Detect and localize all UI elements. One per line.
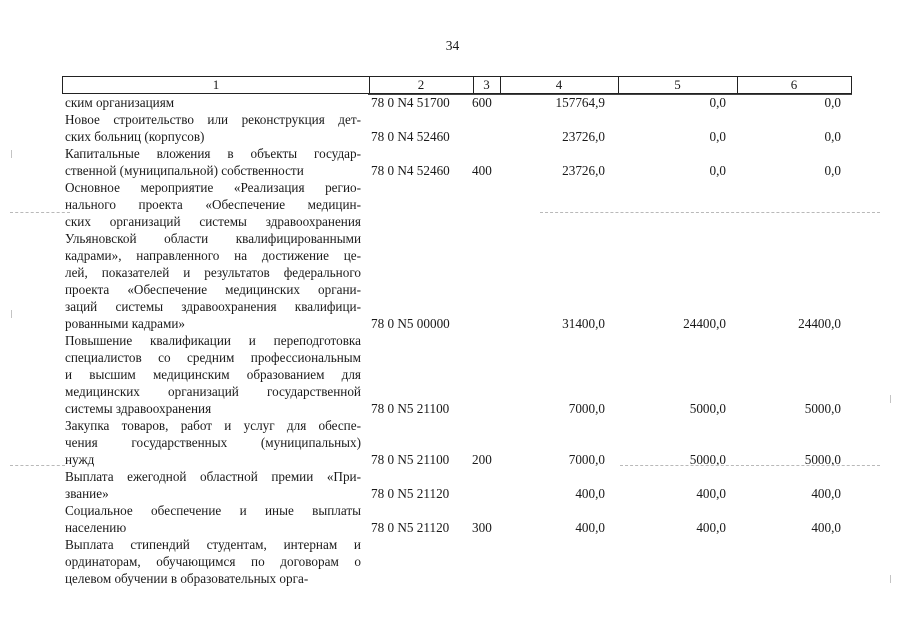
target-article-code: 78 0 N5 00000 (371, 316, 450, 331)
target-article-code: 78 0 N4 52460 (371, 129, 450, 144)
table-row (0, 94, 905, 111)
description-line: лей, показателей и результатов федерального (65, 265, 361, 280)
description-line: и высшим медицинским образованием для (65, 367, 361, 382)
table-row (0, 536, 905, 587)
expense-type-code: 300 (472, 520, 492, 535)
table-body (0, 94, 905, 587)
header-col-4: 4 (555, 77, 563, 92)
header-col-5: 5 (674, 77, 681, 92)
description-line: Новое строительство или реконструкция дет- (65, 112, 361, 127)
amount-col-4: 400,0 (575, 486, 605, 501)
description-line: нального проекта «Обеспечение медицин- (65, 197, 361, 212)
amount-col-6: 5000,0 (804, 401, 841, 416)
expense-type-code: 400 (472, 163, 492, 178)
description-line: Закупка товаров, работ и услуг для обеспе- (65, 418, 361, 433)
target-article-code: 78 0 N4 52460 (371, 163, 450, 178)
amount-col-5: 0,0 (709, 95, 726, 110)
amount-col-4: 400,0 (575, 520, 605, 535)
description-line: Ульяновской области квалифицированными (65, 231, 361, 246)
page-number: 34 (445, 38, 460, 53)
table-row (0, 145, 905, 179)
row-description (65, 417, 361, 468)
amount-col-5: 5000,0 (689, 452, 726, 467)
table-row (0, 502, 905, 536)
scan-artifact (11, 310, 12, 318)
description-line: ственной (муниципальной) собственности (65, 163, 304, 178)
table-row (0, 179, 905, 332)
description-line: Основное мероприятие «Реализация регио- (65, 180, 361, 195)
expense-type-code: 600 (472, 95, 492, 110)
scan-artifact (10, 212, 70, 213)
row-description (65, 502, 361, 536)
description-line: системы здравоохранения (65, 401, 212, 416)
row-description (65, 332, 361, 417)
amount-col-6: 0,0 (824, 129, 841, 144)
table-header (62, 76, 852, 94)
description-line: медицинских организаций государственной (65, 384, 361, 399)
amount-col-4: 157764,9 (555, 95, 605, 110)
target-article-code: 78 0 N5 21120 (371, 486, 450, 501)
description-line: ским организациям (65, 95, 175, 110)
scan-artifact (11, 150, 12, 158)
description-line: рованными кадрами» (65, 316, 185, 331)
description-line: проекта «Обеспечение медицинских органи- (65, 282, 361, 297)
amount-col-4: 31400,0 (562, 316, 605, 331)
scan-artifact (890, 395, 891, 403)
amount-col-6: 0,0 (824, 163, 841, 178)
amount-col-6: 400,0 (811, 520, 841, 535)
table-row (0, 468, 905, 502)
description-line: Выплата стипендий студентам, интернам и (65, 537, 361, 552)
target-article-code: 78 0 N4 51700 (371, 95, 450, 110)
header-col-6: 6 (790, 77, 798, 92)
table-row (0, 332, 905, 417)
amount-col-4: 23726,0 (562, 163, 605, 178)
description-line: ординаторам, обучающимся по договорам о (65, 554, 361, 569)
amount-col-5: 5000,0 (689, 401, 726, 416)
amount-col-5: 0,0 (709, 163, 726, 178)
row-description (65, 468, 361, 502)
description-line: кадрами», направленного на достижение це- (65, 248, 361, 263)
header-col-1: 1 (212, 77, 220, 92)
amount-col-6: 5000,0 (804, 452, 841, 467)
description-line: заций системы здравоохранения квалифици- (65, 299, 361, 314)
row-description (65, 145, 361, 179)
amount-col-5: 400,0 (696, 520, 726, 535)
scan-artifact (620, 465, 880, 466)
amount-col-5: 24400,0 (683, 316, 726, 331)
description-line: чения государственных (муниципальных) (65, 435, 361, 450)
row-description (65, 536, 361, 587)
amount-col-6: 24400,0 (798, 316, 841, 331)
description-line: Выплата ежегодной областной премии «При- (65, 469, 361, 484)
description-line: нужд (65, 452, 95, 467)
description-line: Капитальные вложения в объекты государ- (65, 146, 361, 161)
amount-col-4: 23726,0 (562, 129, 605, 144)
description-line: ских организаций системы здравоохранения (65, 214, 361, 229)
amount-col-5: 0,0 (709, 129, 726, 144)
amount-col-6: 0,0 (824, 95, 841, 110)
description-line: населению (65, 520, 127, 535)
row-description (65, 179, 361, 332)
header-col-2: 2 (417, 77, 425, 92)
amount-col-6: 400,0 (811, 486, 841, 501)
description-line: целевом обучении в образовательных орга- (65, 571, 309, 586)
table-row (0, 111, 905, 145)
amount-col-4: 7000,0 (568, 452, 605, 467)
row-description (65, 94, 361, 111)
description-line: Повышение квалификации и переподготовка (65, 333, 361, 348)
amount-col-4: 7000,0 (568, 401, 605, 416)
description-line: ских больниц (корпусов) (65, 129, 205, 144)
target-article-code: 78 0 N5 21120 (371, 520, 450, 535)
scan-artifact (890, 575, 891, 583)
expense-type-code: 200 (472, 452, 492, 467)
table-row (0, 417, 905, 468)
description-line: звание» (65, 486, 109, 501)
target-article-code: 78 0 N5 21100 (371, 452, 450, 467)
description-line: Социальное обеспечение и иные выплаты (65, 503, 361, 518)
amount-col-5: 400,0 (696, 486, 726, 501)
target-article-code: 78 0 N5 21100 (371, 401, 450, 416)
row-description (65, 111, 361, 145)
header-col-3: 3 (483, 77, 490, 92)
scan-artifact (540, 212, 880, 213)
description-line: специалистов со средним профессиональным (65, 350, 361, 365)
scan-artifact (10, 465, 65, 466)
